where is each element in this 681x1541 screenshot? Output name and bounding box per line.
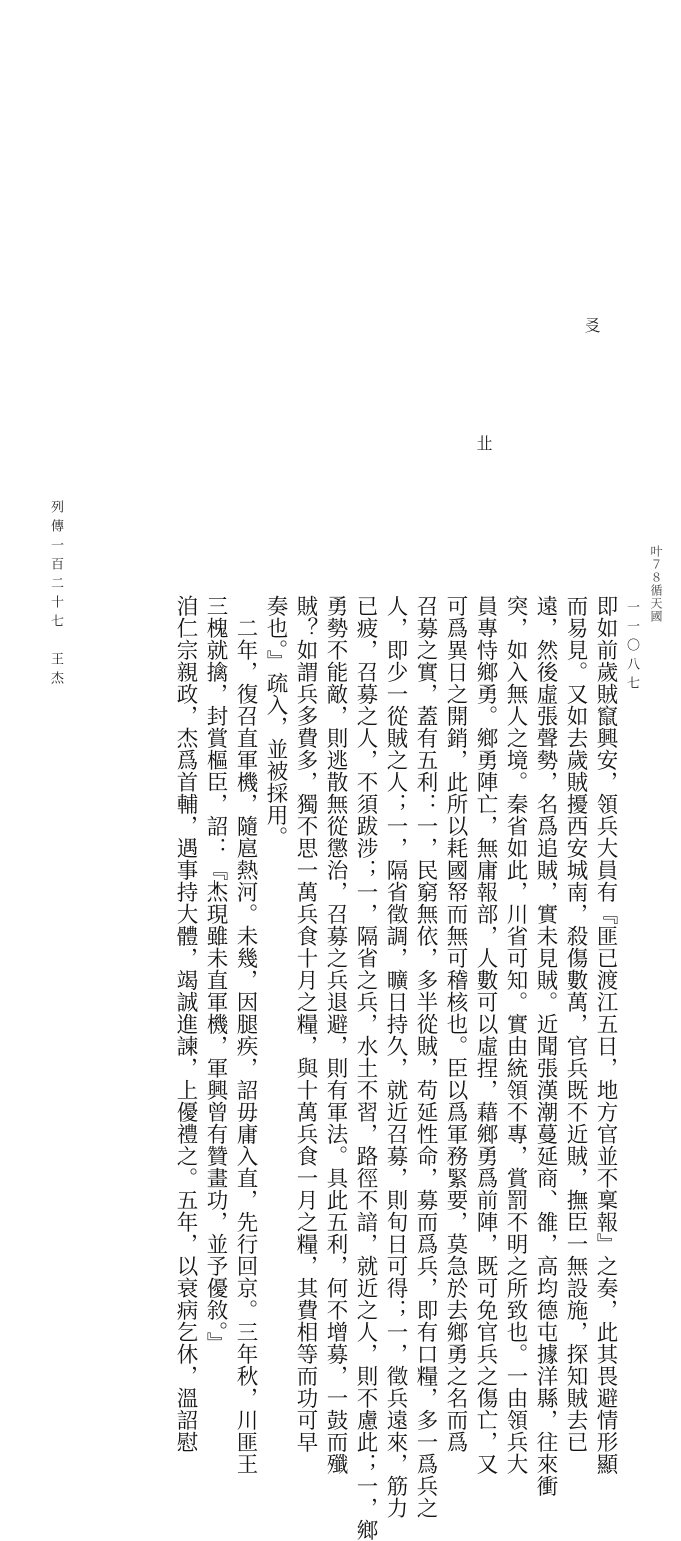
- text-column-14: 三槐就擒，封賞樞臣，詔：『杰現雖未直軍機，軍興曾有贊畫功，並予優敘。』: [203, 595, 228, 1355]
- text-column-1: 即如前歲賊竄興安，領兵大員有『匪已渡江五日，地方官並不稟報』之奏，此其畏避情形顯: [593, 595, 618, 1475]
- text-column-12: 奏也。』疏入，並被採用。: [263, 595, 288, 849]
- text-column-8: 人，即少一從賊之人；一，隔省徵調，曠日持久，就近召募，則旬日可得；一，徵兵遠來，筋力: [383, 595, 408, 1519]
- text-column-3: 遠，然後虛張聲勢，名爲追賊，實未見賊。近聞張漢潮蔓延商、雒，高均德屯據洋縣，往來衝: [533, 595, 558, 1497]
- text-column-10: 勇勢不能敵，則逃散無從懲治，召募之兵退避，則有軍法。具此五利，何不增募，一鼓而殲: [323, 595, 348, 1475]
- top-mark-1: 㕛: [582, 317, 601, 333]
- text-column-5: 員專恃鄉勇。鄉勇陣亡，無庸報部，人數可以虛捏，藉鄉勇爲前陣，既可免官兵之傷亡，又: [473, 595, 498, 1475]
- text-column-2: 而易見。又如去歲賊擾西安城南，殺傷數萬，官兵既不近賊，撫臣一無設施，探知賊去已: [563, 595, 588, 1453]
- text-column-9: 已疲，召募之人，不須跋涉；一，隔省之兵，水土不習，路徑不諳，就近之人，則不慮此；一，鄉: [353, 595, 378, 1541]
- text-column-15: 洎仁宗親政，杰爲首輔，遇事持大體，竭誠進諫，上優禮之。五年，以衰病乞休，溫詔慰: [173, 595, 198, 1453]
- page-number: 一一〇八七: [624, 600, 639, 695]
- text-column-6: 可爲異日之開銷，此所以耗國帑而無可稽核也。臣以爲軍務緊要，莫急於去鄉勇之名而爲: [443, 595, 468, 1453]
- top-mark-2: 㐀: [474, 435, 493, 451]
- running-header: 列傳一百二十七 王杰: [48, 500, 63, 690]
- library-stamp: 叶７８循天國: [649, 545, 663, 623]
- text-column-11: 賊？如謂兵多費多，獨不思一萬兵食十月之糧，與十萬兵食一月之糧，其費相等而功可早: [293, 595, 318, 1453]
- text-column-4: 突，如入無人之境。秦省如此，川省可知。實由統領不專，賞罰不明之所致也。一由領兵大: [503, 595, 528, 1475]
- text-column-13: 二年，復召直軍機，隨扈熱河。未幾，因腿疾，詔毋庸入直，先行回京。三年秋，川匪王: [233, 595, 258, 1475]
- text-column-7: 召募之實，蓋有五利：一，民窮無依，多半從賊，苟延性命，募而爲兵，即有口糧，多一爲兵之: [413, 595, 438, 1519]
